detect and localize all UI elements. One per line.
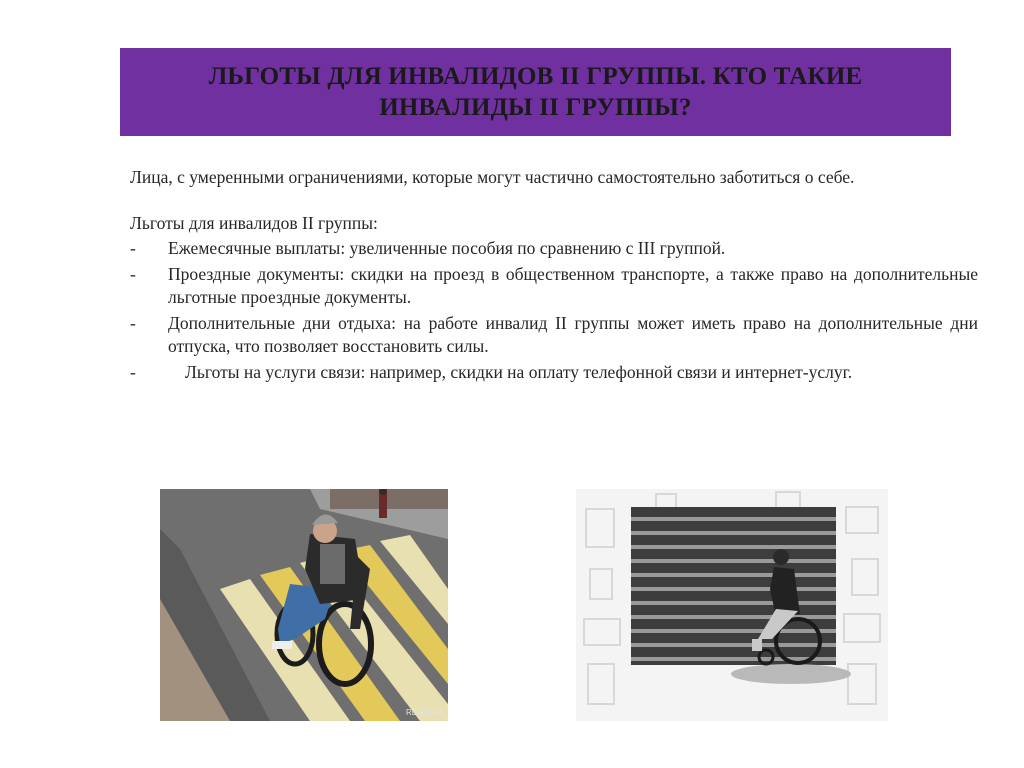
list-item [130, 312, 978, 358]
list-item-text: Дополнительные дни отдыха: на работе инвалид II группы может иметь право на дополнительные дни отпуска, что позволяет восстановить силы. [168, 313, 978, 356]
wheelchair-stairs-photo [576, 489, 888, 721]
list-item-text: Льготы на услуги связи: например, скидки на оплату телефонной связи и интернет-услуг. [185, 362, 853, 382]
benefits-list [130, 237, 978, 384]
list-dash: - [130, 264, 136, 284]
list-dash: - [130, 313, 136, 333]
list-dash: - [130, 238, 136, 258]
list-item [130, 361, 978, 384]
intro-paragraph: Лица, с умеренными ограничениями, которые могут частично самостоятельно заботиться о себе. [130, 167, 855, 187]
list-dash: - [130, 362, 136, 382]
benefits-list-title: Льготы для инвалидов II группы: [130, 213, 378, 233]
stairs-photo-illustration [576, 489, 888, 721]
title-banner [120, 48, 951, 136]
list-item [130, 263, 978, 309]
content-area [130, 166, 978, 387]
list-item [130, 237, 978, 260]
crosswalk-photo-illustration [160, 489, 448, 721]
list-item-text: Ежемесячные выплаты: увеличенные пособия по сравнению с III группой. [168, 238, 726, 258]
photo-watermark: REGNUM [406, 708, 442, 717]
wheelchair-crosswalk-photo [160, 489, 448, 721]
page-title: ЛЬГОТЫ ДЛЯ ИНВАЛИДОВ II ГРУППЫ. КТО ТАКИЕ ИНВАЛИДЫ II ГРУППЫ? [208, 63, 863, 121]
list-item-text: Проездные документы: скидки на проезд в общественном транспорте, а также право на дополнительные льготные проездные документы. [168, 264, 978, 307]
